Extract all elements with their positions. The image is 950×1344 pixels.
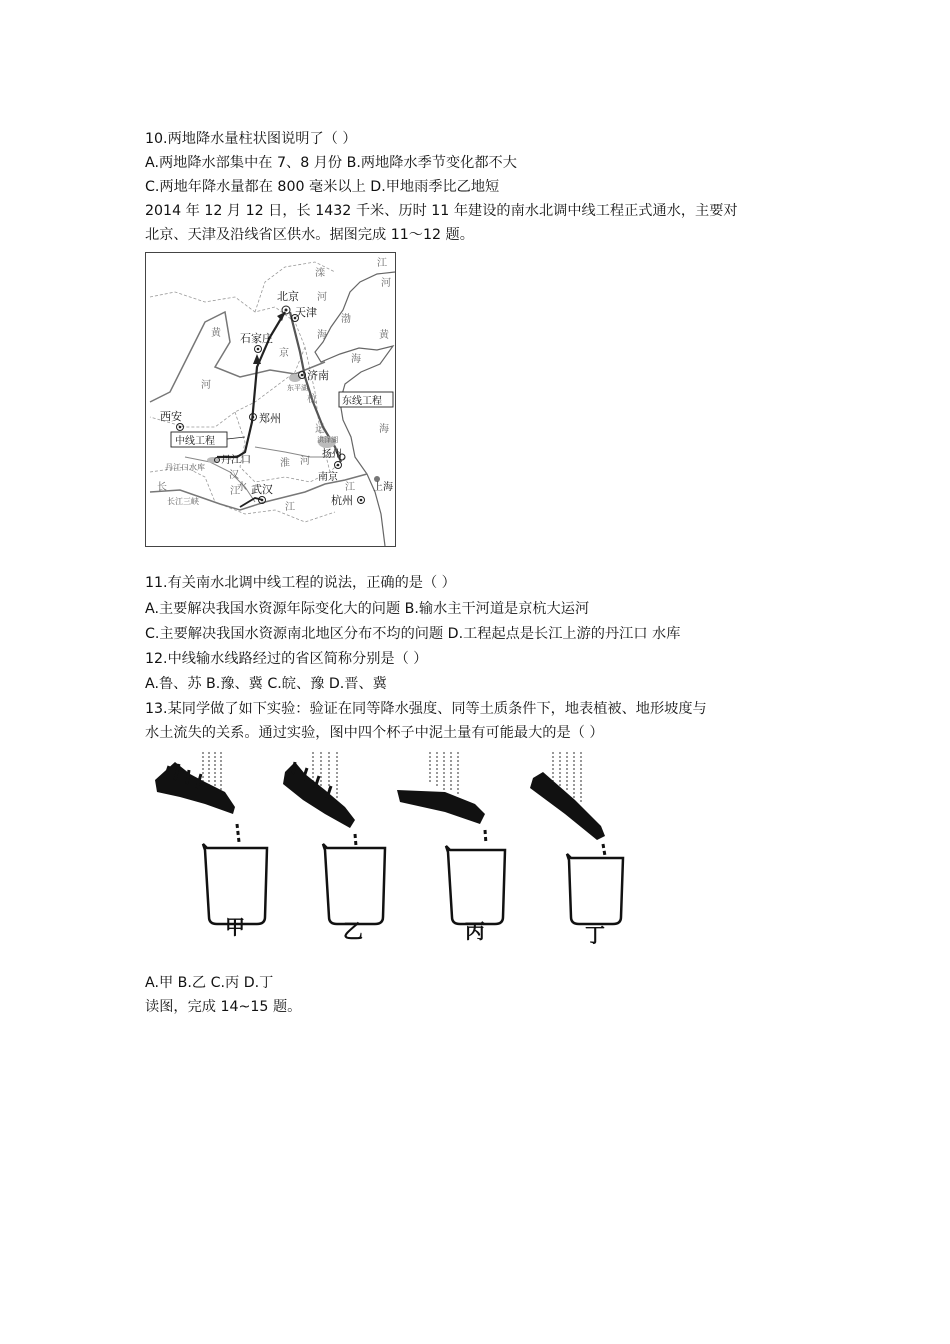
east-route-label: 东线工程: [342, 396, 382, 407]
city-yangzhou: 扬州: [322, 449, 342, 460]
city-jinan: 济南: [307, 369, 329, 382]
char-he3: 河: [300, 456, 310, 467]
intro-11-12-line2: 北京、天津及沿线省区供水。据图完成 11～12 题。: [145, 227, 474, 243]
label-danjiangkou-reservoir: 丹江口水库: [165, 463, 205, 472]
label-three-gorges: 长江三峡: [167, 497, 199, 506]
cup-label-jia: 甲: [225, 915, 245, 939]
cup-label-bing: 丙: [465, 919, 485, 943]
experiment-setup-yi: [283, 752, 385, 924]
label-dongping-lake: 东平湖: [287, 384, 308, 392]
city-hangzhou: 杭州: [331, 494, 353, 507]
char-shui: 水: [237, 482, 247, 493]
char-jing: 京: [279, 348, 289, 359]
char-hai1: 海: [317, 330, 327, 341]
char-huai: 淮: [280, 458, 290, 469]
label-hongze-lake: 洪泽湖: [317, 436, 338, 444]
char-hai3: 海: [351, 354, 361, 365]
q12-stem: 12.中线输水线路经过的省区简称分别是（ ）: [145, 651, 428, 667]
cup-label-yi: 乙: [343, 919, 363, 943]
middle-route-label: 中线工程: [175, 436, 215, 447]
char-he-corner: 河: [381, 278, 391, 289]
q13-options: A.甲 B.乙 C.丙 D.丁: [145, 975, 274, 991]
char-jiang-corner: 江: [377, 258, 387, 269]
char-huang1: 黄: [379, 330, 389, 341]
char-yun: 运: [315, 424, 325, 435]
city-zhengzhou: 郑州: [259, 412, 281, 425]
char-hang: 杭: [307, 394, 317, 405]
intro-14-15: 读图，完成 14~15 题。: [145, 999, 302, 1015]
char-chang: 长: [157, 482, 167, 493]
char-luan: 滦: [315, 268, 325, 279]
cup-label-ding: 丁: [585, 923, 605, 947]
city-wuhan: 武汉: [251, 483, 273, 496]
q13-stem-line2: 水土流失的关系。通过实验，图中四个杯子中泥土量有可能最大的是（ ）: [145, 725, 604, 741]
q13-stem-line1: 13.某同学做了如下实验：验证在同等降水强度、同等土质条件下，地表植被、地形坡度与: [145, 701, 707, 717]
char-bo: 渤: [341, 314, 351, 325]
south-north-water-diversion-map: [145, 252, 403, 550]
city-tianjin: 天津: [295, 306, 317, 319]
char-han: 汉: [229, 470, 239, 481]
experiment-setup-bing: [397, 752, 505, 924]
experiment-setup-ding: [530, 752, 623, 924]
intro-11-12-line1: 2014 年 12 月 12 日，长 1432 千米、历时 11 年建设的南水北调中线工程正式通水，主要对: [145, 203, 738, 219]
char-jiang1: 江: [230, 486, 240, 497]
char-huang2: 黄: [211, 328, 221, 339]
char-jiang3: 江: [345, 482, 355, 493]
city-shanghai: 上海: [373, 482, 393, 493]
dongping-lake: [289, 374, 301, 382]
map-svg: [145, 252, 403, 550]
q10-stem: 10.两地降水量柱状图说明了（ ）: [145, 131, 357, 147]
char-he2: 河: [201, 380, 211, 391]
city-xian: 西安: [160, 410, 182, 423]
city-nanjing: 南京: [318, 472, 338, 483]
city-danjiangkou: 丹江口: [221, 455, 251, 466]
q10-options-cd: C.两地年降水量都在 800 毫米以上 D.甲地雨季比乙地短: [145, 179, 500, 195]
q10-options-ab: A.两地降水部集中在 7、8 月份 B.两地降水季节变化都不大: [145, 155, 517, 171]
q11-options-cd: C.主要解决我国水资源南北地区分布不均的问题 D.工程起点是长江上游的丹江口 水库: [145, 626, 681, 642]
q12-options: A.鲁、苏 B.豫、冀 C.皖、豫 D.晋、冀: [145, 676, 387, 692]
char-hai2: 海: [379, 424, 389, 435]
q11-options-ab: A.主要解决我国水资源年际变化大的问题 B.输水主干河道是京杭大运河: [145, 601, 590, 617]
experiment-svg: [145, 752, 643, 952]
city-beijing: 北京: [277, 290, 299, 303]
char-jiang2: 江: [285, 502, 295, 513]
erosion-experiment-figure: [145, 752, 643, 952]
char-he1: 河: [317, 292, 327, 303]
q11-stem: 11.有关南水北调中线工程的说法，正确的是（ ）: [145, 575, 456, 591]
experiment-setup-jia: [155, 752, 267, 924]
city-shijiazhuang: 石家庄: [240, 332, 273, 345]
